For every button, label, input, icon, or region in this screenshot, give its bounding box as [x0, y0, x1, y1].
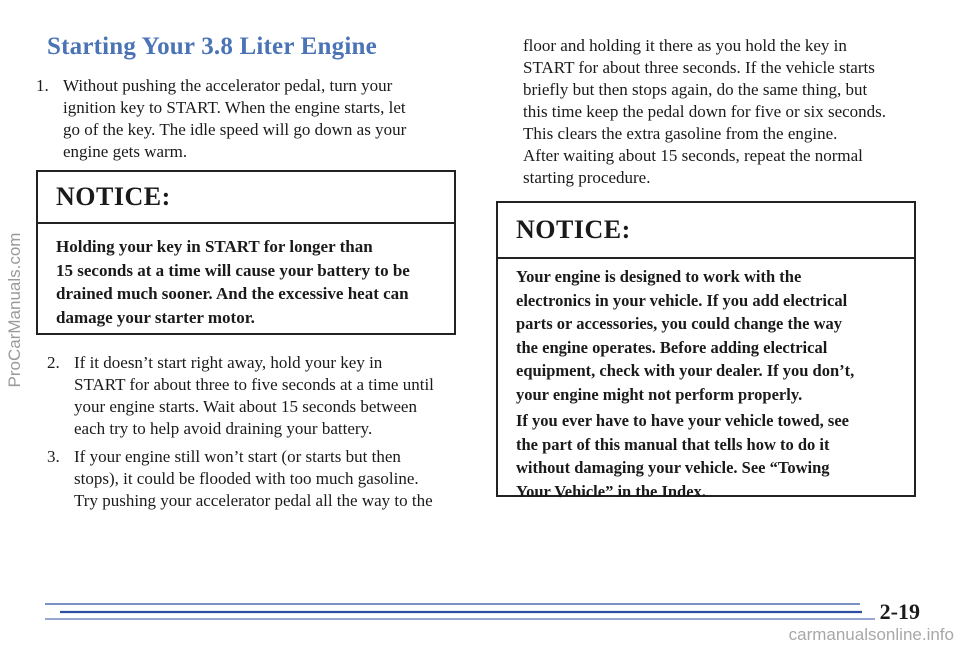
- notice-line: without damaging your vehicle. See “Towing: [516, 458, 830, 477]
- notice-line: the engine operates. Before adding electrical: [516, 337, 828, 357]
- step-1-number: 1.: [36, 76, 49, 95]
- notice-line: 15 seconds at a time will cause your battery to be: [56, 260, 410, 280]
- notice-line: Your engine is designed to work with the: [516, 267, 802, 286]
- notice-line: equipment, check with your dealer. If you don’t,: [516, 361, 855, 380]
- step-2-number: 2.: [47, 353, 60, 372]
- continuation-line: After waiting about 15 seconds, repeat the normal: [523, 146, 863, 165]
- step-line: Try pushing your accelerator pedal all the way to the: [74, 491, 433, 510]
- notice-line: the part of this manual that tells how to do it: [516, 434, 830, 454]
- section-heading: Starting Your 3.8 Liter Engine: [47, 33, 377, 60]
- step-line: ignition key to START. When the engine starts, let: [63, 98, 406, 117]
- notice-line: parts or accessories, you could change the way: [516, 314, 843, 333]
- continuation-line: starting procedure.: [523, 168, 651, 187]
- step-line: your engine starts. Wait about 15 seconds between: [74, 397, 417, 416]
- notice-title: NOTICE:: [516, 215, 631, 244]
- notice-line: your engine might not perform properly.: [516, 384, 803, 404]
- notice-line: electronics in your vehicle. If you add electrical: [516, 290, 848, 310]
- step-line: each try to help avoid draining your battery.: [74, 419, 373, 438]
- page-number: 2-19: [879, 599, 920, 624]
- footer-watermark: carmanualsonline.info: [788, 625, 954, 644]
- step-line: START for about three to five seconds at a time until: [74, 375, 434, 394]
- notice-line: If you ever have to have your vehicle towed, see: [516, 411, 850, 430]
- continuation-line: floor and holding it there as you hold the key in: [523, 36, 847, 55]
- continuation-line: This clears the extra gasoline from the engine.: [523, 124, 838, 143]
- step-line: Without pushing the accelerator pedal, turn your: [63, 76, 393, 95]
- notice-title: NOTICE:: [56, 182, 171, 211]
- notice-line: drained much sooner. And the excessive heat can: [56, 284, 409, 303]
- continuation-line: this time keep the pedal down for five or six seconds.: [523, 102, 887, 121]
- notice-line: Your Vehicle” in the Index.: [516, 481, 706, 501]
- step-line: go of the key. The idle speed will go down as your: [63, 120, 407, 139]
- step-line: engine gets warm.: [63, 142, 188, 161]
- step-line: If it doesn’t start right away, hold your key in: [74, 353, 383, 372]
- step-line: If your engine still won’t start (or starts but then: [74, 447, 401, 466]
- notice-line: damage your starter motor.: [56, 307, 255, 327]
- continuation-line: START for about three seconds. If the vehicle starts: [523, 58, 875, 77]
- step-line: stops), it could be flooded with too much gasoline.: [74, 469, 419, 488]
- step-3-number: 3.: [47, 447, 60, 466]
- continuation-line: briefly but then stops again, do the same thing, but: [523, 80, 868, 99]
- side-watermark-text: ProCarManuals.com: [5, 232, 24, 388]
- notice-line: Holding your key in START for longer than: [56, 237, 373, 256]
